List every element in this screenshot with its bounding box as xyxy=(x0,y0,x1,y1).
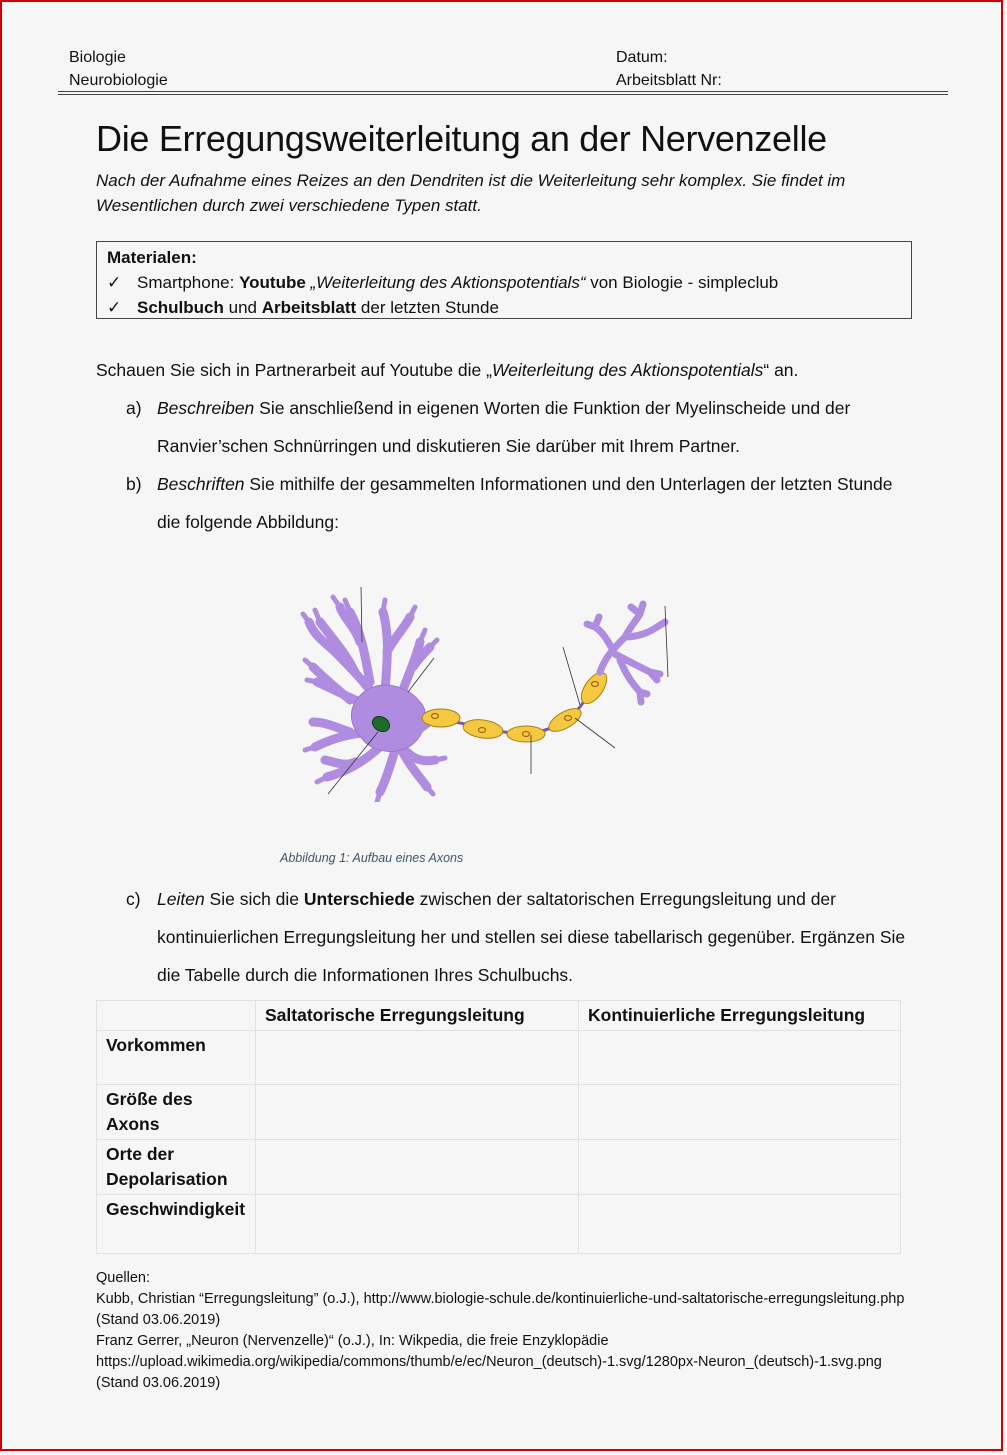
text: Smartphone: xyxy=(137,273,240,292)
row-label: Orte der Depolarisation xyxy=(97,1140,256,1195)
task-label: c) xyxy=(126,889,141,909)
table-row xyxy=(97,1195,901,1254)
answer-cell-saltatory[interactable] xyxy=(256,1085,579,1140)
sources-heading: Quellen: xyxy=(96,1270,151,1286)
text-bold: Schulbuch xyxy=(137,298,224,317)
text-bold: Arbeitsblatt xyxy=(261,298,357,317)
comparison-table xyxy=(96,1000,901,1254)
task-text xyxy=(157,465,917,541)
subject: Biologie xyxy=(69,49,126,66)
table-row xyxy=(97,1085,901,1140)
answer-cell-continuous[interactable] xyxy=(579,1085,901,1140)
header-rule xyxy=(58,94,948,95)
topic: Neurobiologie xyxy=(69,72,168,89)
text: Sie anschließend in eigenen Worten die Funktion der Myelinscheide und der Ranvier’schen Schnürringen und diskutieren Sie darüber mit Ihrem Partner. xyxy=(157,398,851,456)
materials-box xyxy=(96,241,912,319)
instruction-text xyxy=(96,358,798,383)
text: und xyxy=(223,298,262,317)
task-verb: Beschreiben xyxy=(157,398,255,418)
text: von Biologie - simpleclub xyxy=(585,273,779,292)
table-header-row xyxy=(97,1001,901,1031)
header-rule xyxy=(58,91,948,92)
row-label: Vorkommen xyxy=(97,1031,256,1085)
text: Sie sich die xyxy=(204,889,304,909)
neuron-diagram xyxy=(295,582,685,802)
source-entry: Franz Gerrer, „Neuron (Nervenzelle)“ (o.J.), In: Wikpedia, die freie Enzyklopädie https://upload.wikimedia.org/wikipedia/commons/thumb/e/ec/Neuron_(deutsch)-1.svg/1280px-Neuron_(deutsch)-1.svg.png (Stand 03.06.2019) xyxy=(96,1333,882,1391)
text: Sie mithilfe der gesammelten Informationen und den Unterlagen der letzten Stunde die folgende Abbildung: xyxy=(157,474,893,532)
axon xyxy=(430,672,600,734)
task-text xyxy=(157,389,917,465)
text-bold: Unterschiede xyxy=(303,889,415,909)
answer-cell-saltatory[interactable] xyxy=(256,1195,579,1254)
answer-cell-continuous[interactable] xyxy=(579,1031,901,1085)
row-label: Geschwindigkeit xyxy=(97,1195,256,1254)
answer-cell-saltatory[interactable] xyxy=(256,1140,579,1195)
header-right xyxy=(616,46,722,92)
text-italic: „Weiterleitung des Aktionspotentials“ xyxy=(305,273,586,292)
task-text xyxy=(157,880,917,994)
table-row xyxy=(97,1140,901,1195)
table-header-cell: Saltatorische Erregungsleitung xyxy=(256,1001,579,1031)
text: Schauen Sie sich in Partnerarbeit auf Youtube die „ xyxy=(96,360,492,380)
header-left xyxy=(69,46,168,92)
task-verb: Beschriften xyxy=(157,474,245,494)
text-italic: Weiterleitung des Aktionspotentials xyxy=(491,360,764,380)
text-bold: Youtube xyxy=(239,273,306,292)
materials-item-text xyxy=(137,270,778,295)
table-row xyxy=(97,1031,901,1085)
checkmark-icon: ✓ xyxy=(107,273,122,292)
checkmark-icon: ✓ xyxy=(107,298,122,317)
source-entry: Kubb, Christian “Erregungsleitung” (o.J.), http://www.biologie-schule.de/kontinuierliche-und-saltatorische-erregungsleitung.php (Stand 03.06.2019) xyxy=(96,1291,905,1328)
text: der letzten Stunde xyxy=(356,298,499,317)
materials-heading: Materialen: xyxy=(107,248,197,267)
table-header-cell xyxy=(97,1001,256,1031)
sheet-number-label: Arbeitsblatt Nr: xyxy=(616,72,722,89)
materials-item xyxy=(107,270,901,295)
row-label: Größe des Axons xyxy=(97,1085,256,1140)
answer-cell-continuous[interactable] xyxy=(579,1140,901,1195)
table-header-cell: Kontinuierliche Erregungsleitung xyxy=(579,1001,901,1031)
cell-body xyxy=(351,685,425,751)
page-title: Die Erregungsweiterleitung an der Nervenzelle xyxy=(96,118,827,159)
task-label: a) xyxy=(126,398,142,418)
intro-text: Nach der Aufnahme eines Reizes an den Dendriten ist die Weiterleitung sehr komplex. Sie findet im Wesentlichen durch zwei verschiedene Typen statt. xyxy=(96,171,846,215)
answer-cell-saltatory[interactable] xyxy=(256,1031,579,1085)
answer-cell-continuous[interactable] xyxy=(579,1195,901,1254)
task-verb: Leiten xyxy=(157,889,205,909)
figure-caption: Abbildung 1: Aufbau eines Axons xyxy=(280,851,464,865)
materials-item xyxy=(107,295,901,320)
text: “ an. xyxy=(763,360,799,380)
materials-item-text xyxy=(137,295,499,320)
sources xyxy=(96,1268,916,1394)
text: zwischen der saltatorischen Erregungsleitung und der kontinuierlichen Erregungsleitung her und stellen sei diese tabellarisch gegenüber. Ergänzen Sie die Tabelle durch die Informationen Ihres Schulbuchs. xyxy=(157,889,906,985)
date-label: Datum: xyxy=(616,49,668,66)
task-label: b) xyxy=(126,474,142,494)
